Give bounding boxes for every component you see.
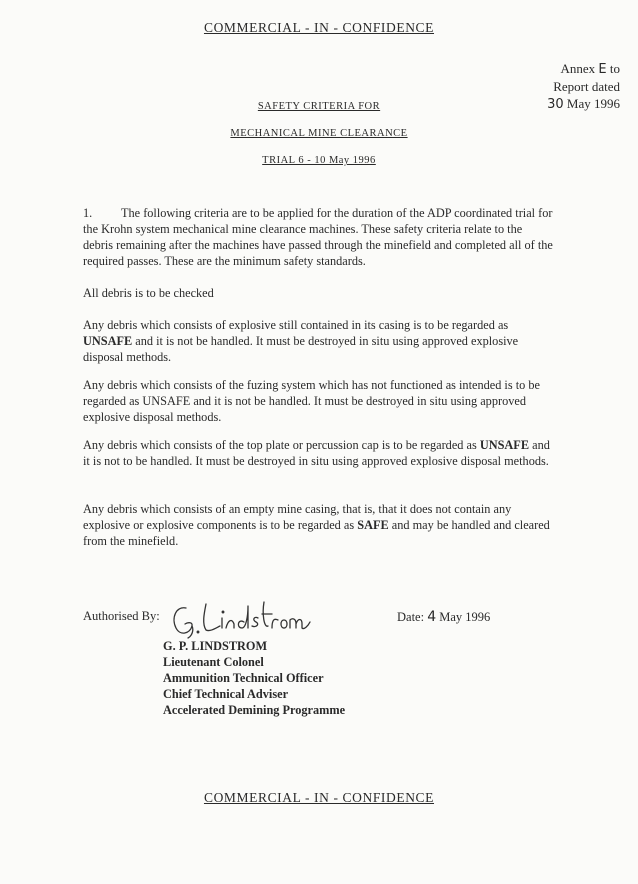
footer-classification: COMMERCIAL - IN - CONFIDENCE — [203, 790, 435, 805]
paragraph-4 — [83, 377, 553, 425]
paragraph-6 — [83, 501, 553, 549]
paragraph-5-text-b: and it is not to be handled. It must be destroyed in situ using approved explosive disposal methods. — [83, 438, 550, 468]
handwritten-signature — [168, 596, 318, 640]
annex-suffix: to — [609, 61, 620, 76]
annex-day-handwritten: 30 — [547, 97, 564, 112]
paragraph-1-text: The following criteria are to be applied for the duration of the ADP coordinated trial for the Krohn system mechanical mine clearance machines. These safety criteria relate to the debris remaining after the machines have passed through the minefield and completed all of the required passes. These are the minimum safety standards. — [83, 206, 553, 268]
annex-letter-handwritten: E — [598, 62, 607, 77]
date-line — [397, 609, 490, 625]
date-label: Date: — [397, 610, 425, 624]
paragraph-6-text-a: Any debris which consists of an empty mine casing, that is, that it does not contain any explosive or explosive components is to be regarded as — [83, 502, 512, 532]
signatory-role-2: Chief Technical Adviser — [163, 687, 289, 701]
signatory-rank: Lieutenant Colonel — [163, 655, 264, 669]
paragraph-3 — [83, 317, 553, 365]
title-line-2: MECHANICAL MINE CLEARANCE — [230, 128, 408, 139]
title-line-3: TRIAL 6 - 10 May 1996 — [262, 155, 376, 166]
safe-label: SAFE — [357, 518, 389, 532]
date-day-handwritten: 4 — [427, 609, 437, 625]
paragraph-3-text-a: Any debris which consists of explosive still contained in its casing is to be regarded as — [83, 318, 509, 332]
header-classification: COMMERCIAL - IN - CONFIDENCE — [203, 20, 435, 35]
signatory-organisation: Accelerated Demining Programme — [163, 703, 346, 717]
annex-prefix: Annex — [560, 61, 596, 76]
paragraph-number: 1. — [83, 206, 93, 220]
annex-line-2: Report dated — [553, 79, 620, 94]
date-month-year: May 1996 — [439, 610, 491, 624]
signatory-block — [163, 638, 345, 718]
unsafe-label: UNSAFE — [83, 334, 133, 348]
authorised-by-label: Authorised By: — [83, 609, 160, 623]
annex-month-year: May 1996 — [566, 96, 620, 111]
annex-line-1 — [490, 60, 620, 78]
signatory-name: G. P. LINDSTROM — [163, 639, 268, 653]
unsafe-label: UNSAFE — [142, 394, 191, 408]
paragraph-4-text-b: and it is not be handled. It must be destroyed in situ using approved explosive disposal methods. — [83, 394, 526, 424]
paragraph-3-text-b: and it is not be handled. It must be destroyed in situ using approved explosive disposal methods. — [83, 334, 519, 364]
paragraph-5 — [83, 437, 553, 469]
paragraph-5-text-a: Any debris which consists of the top plate or percussion cap is to be regarded as — [83, 438, 477, 452]
paragraph-4-text-a: Any debris which consists of the fuzing system which has not functioned as intended is to be regarded as — [83, 378, 540, 408]
paragraph-2: All debris is to be checked — [83, 286, 214, 300]
unsafe-label: UNSAFE — [479, 438, 530, 452]
title-line-1: SAFETY CRITERIA FOR — [257, 101, 381, 112]
signatory-role-1: Ammunition Technical Officer — [163, 671, 324, 685]
paragraph-1 — [83, 205, 553, 269]
paragraph-6-text-b: and may be handled and cleared from the minefield. — [83, 518, 550, 548]
